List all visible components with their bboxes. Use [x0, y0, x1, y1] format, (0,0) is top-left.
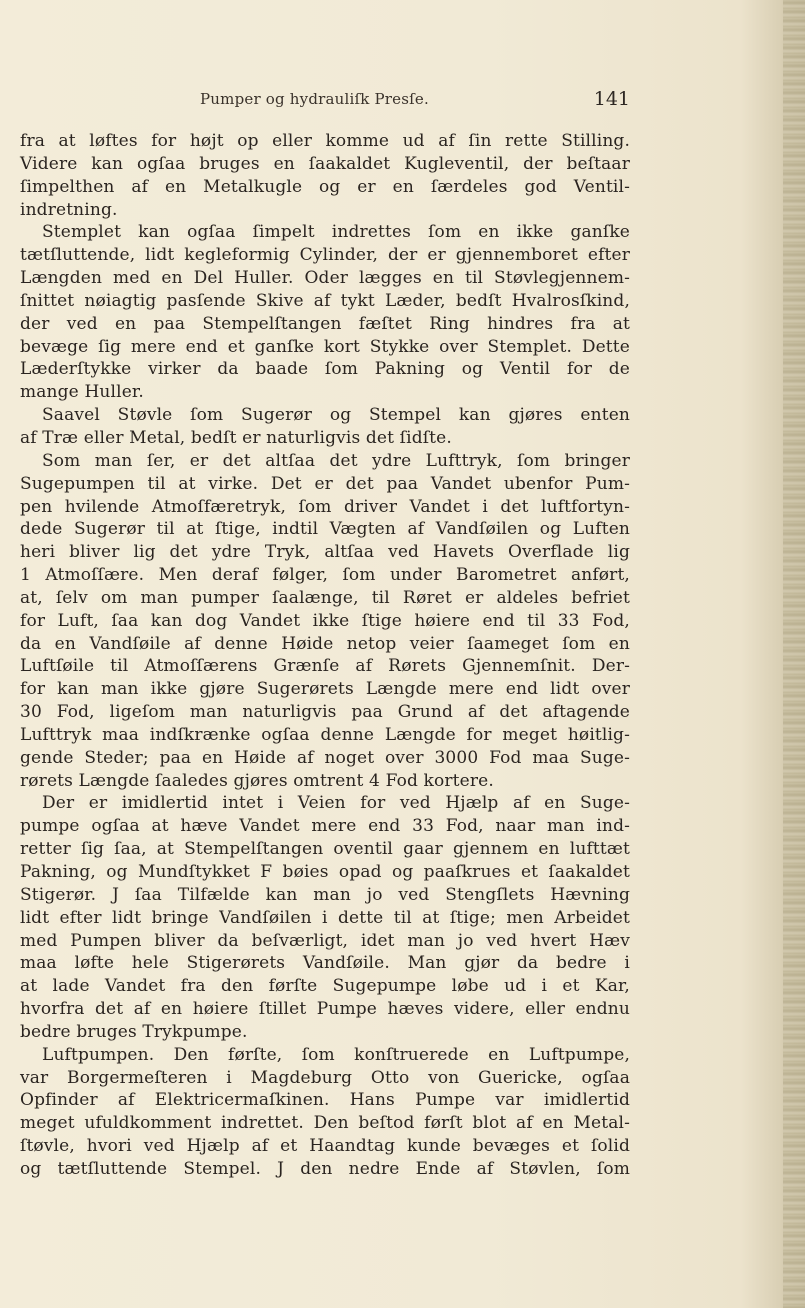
- text-line: Stigerør. J ſaa Tilfælde kan man jo ved Stengſlets Hævning: [20, 884, 630, 905]
- text-line: retter ſig ſaa, at Stempelſtangen oventil gaar gjennem en lufttæt: [20, 839, 630, 860]
- text-line: Pakning, og Mundſtykket F bøies opad og paaſkrues et ſaakaldet: [20, 862, 630, 882]
- text-line: pen hvilende Atmoſfæretryk, ſom driver Vandet i det luftfortyn-: [20, 496, 630, 517]
- text-line: tætſluttende, lidt kegleformig Cylinder, der er gjennemboret efter: [20, 245, 630, 266]
- text-line: Lufttryk maa indſkrænke ogſaa denne Længde for meget høitlig-: [20, 724, 630, 745]
- text-line: der ved en paa Stempelſtangen fæſtet Ring hindres fra at: [20, 313, 630, 334]
- text-line: Opfinder af Elektricermaſkinen. Hans Pumpe var imidlertid: [20, 1090, 630, 1111]
- text-line: med Pumpen bliver da beſværligt, idet man jo ved hvert Hæv: [20, 930, 630, 951]
- paragraph-start-line: Der er imidlertid intet i Veien for ved Hjælp af en Suge-: [42, 793, 630, 814]
- text-line: da en Vandſøile af denne Høide netop veier ſaameget ſom en: [20, 633, 630, 654]
- text-line: pumpe ogſaa at hæve Vandet mere end 33 Fod, naar man ind-: [20, 816, 630, 837]
- text-line: heri bliver lig det ydre Tryk, altſaa ved Havets Overflade lig: [20, 542, 630, 563]
- text-line: Videre kan ogſaa bruges en ſaakaldet Kugleventil, der beſtaar: [20, 153, 630, 174]
- text-line: for kan man ikke gjøre Sugerørets Længde mere end lidt over: [20, 679, 630, 700]
- text-line: Læderſtykke virker da baade ſom Pakning og Ventil for de: [20, 359, 630, 380]
- text-line: ſnittet nøiagtig pasſende Skive af tykt Læder, bedſt Hvalrosſkind,: [20, 290, 630, 311]
- text-line: og tætſluttende Stempel. J den nedre Ende af Støvlen, ſom: [20, 1158, 630, 1179]
- text-line: gende Steder; paa en Høide af noget over 3000 Fod maa Suge-: [20, 747, 630, 768]
- text-line: rørets Længde ſaaledes gjøres omtrent 4 Fod kortere.: [20, 770, 494, 791]
- text-line: ſimpelthen af en Metalkugle og er en ſærdeles god Ventil-: [20, 176, 630, 197]
- section-heading-line: Luftpumpen. Den førſte, ſom konſtruerede en Luftpumpe,: [42, 1044, 630, 1065]
- text-line: Længden med en Del Huller. Oder lægges en til Støvlegjennem-: [20, 268, 630, 289]
- text-line: var Borgermeſteren i Magdeburg Otto von Guericke, ogſaa: [20, 1067, 630, 1088]
- text-line: 30 Fod, ligeſom man naturligvis paa Grund af det aftagende: [20, 702, 630, 723]
- text-line: at lade Vandet fra den førſte Sugepumpe løbe ud i et Kar,: [20, 976, 630, 997]
- text-line: maa løfte hele Stigerørets Vandſøile. Man gjør da bedre i: [20, 953, 630, 974]
- running-title: Pumper og hydrauliſk Presſe.: [200, 90, 429, 108]
- page-edge: [783, 0, 805, 1308]
- page-number: 141: [593, 88, 630, 110]
- paragraph-start-line: Stemplet kan ogſaa ſimpelt indrettes ſom en ikke ganſke: [42, 222, 630, 243]
- text-line: dede Sugerør til at ſtige, indtil Vægten af Vandſøilen og Luften: [20, 519, 630, 540]
- text-line: Luftſøile til Atmoſſærens Grænſe af Rørets Gjennemſnit. Der-: [20, 656, 630, 677]
- text-line: at, ſelv om man pumper ſaalænge, til Røret er aldeles befriet: [20, 587, 630, 608]
- text-line: lidt efter lidt bringe Vandſøilen i dette til at ſtige; men Arbeidet: [20, 907, 630, 928]
- body-text: [20, 130, 630, 1181]
- text-line: fra at løftes for højt op eller komme ud af ſin rette Stilling.: [20, 131, 630, 151]
- text-line: indretning.: [20, 199, 118, 220]
- paragraph-start-line: Som man ſer, er det altſaa det ydre Lufttryk, ſom bringer: [42, 450, 630, 471]
- text-line: for Luft, ſaa kan dog Vandet ikke ſtige høiere end til 33 Fod,: [20, 610, 630, 631]
- text-line: mange Huller.: [20, 382, 144, 403]
- text-line: ſtøvle, hvori ved Hjælp af et Haandtag kunde bevæges et ſolid: [20, 1136, 630, 1157]
- paragraph-start-line: Saavel Støvle ſom Sugerør og Stempel kan gjøres enten: [42, 405, 630, 426]
- text-line: bedre bruges Trykpumpe.: [20, 1021, 248, 1042]
- text-line: 1 Atmoſſære. Men deraf følger, ſom under Barometret anført,: [20, 565, 630, 586]
- text-line: hvorfra det af en høiere ſtillet Pumpe hæves videre, eller endnu: [20, 999, 630, 1020]
- text-line: Sugepumpen til at virke. Det er det paa Vandet ubenfor Pum-: [20, 473, 630, 494]
- text-line: bevæge ſig mere end et ganſke kort Stykke over Stemplet. Dette: [20, 336, 630, 357]
- page-header: [200, 88, 630, 112]
- text-line: af Træ eller Metal, bedſt er naturligvis det ſidſte.: [20, 427, 452, 448]
- text-line: meget ufuldkomment indrettet. Den beſtod førſt blot af en Metal-: [20, 1113, 630, 1134]
